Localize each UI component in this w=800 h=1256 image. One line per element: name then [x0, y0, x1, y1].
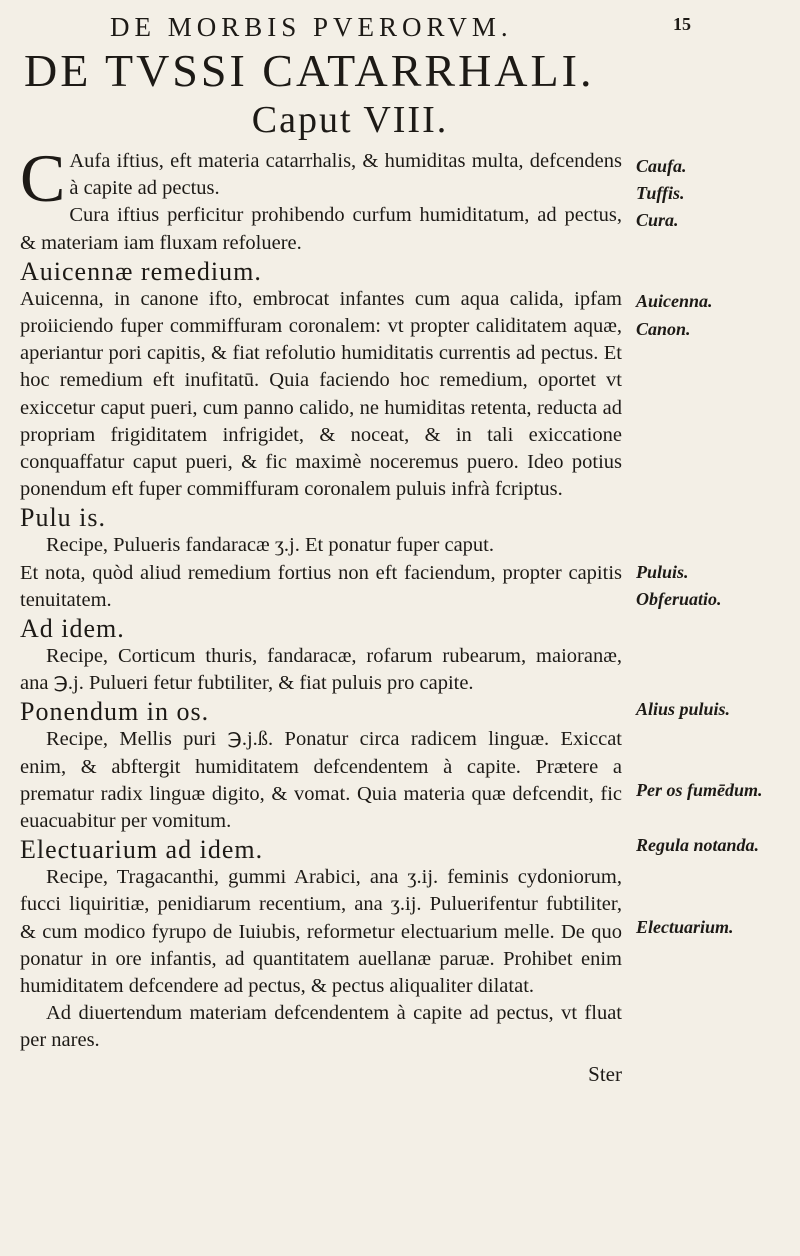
subheading-powder: Pulu is. [20, 503, 107, 533]
margin-note: Obferuatio. [636, 589, 722, 609]
paragraph-avicenna: Auicenna, in canone ifto, embrocat infantes cum aqua calida, ipfam proiiciendo fuper commiffuram coronalem: vt propter caliditatem aquæ, aperiantur pori capitis, & fiat refolutio humiditatis currentis ad pectus. Et hoc remedium eft inufitatū. Quia faciendo hoc remedium, oportet vt exiccetur caput pueri, cum panno calido, ne humiditas retenta, reducta ad propriam frigiditatem infrigidet, & noceat, & in tali exiccatione conquaffatur caput pueri, & fic maximè noceremus puero. Ideo potius ponendum eft fuper commiffuram coronalem puluis infrà fcriptus. [20, 287, 622, 501]
margin-note: Electuarium. [636, 917, 734, 937]
recipe-honey: Recipe, Mellis puri ℈.j.ß. Ponatur circa radicem linguæ. Exiccat enim, & abftergit humiditatem defcendentem à capite. Prætere a prematur radix linguæ digito, & vomat. Quia materia quæ defcendit, fic euacuabitur per vomitum. [20, 728, 622, 833]
recipe-other-powder: Recipe, Corticum thuris, fandaracæ, rofarum rubearum, maioranæ, ana ℈.j. Pulueri fetur fubtiliter, & fiat puluis pro capite. [20, 645, 622, 695]
paragraph-observation: Et nota, quòd aliud remedium fortius non eft faciendum, propter capitis tenuitatem. [20, 561, 622, 611]
paragraph-divert: Ad diuertendum materiam defcendentem à capite ad pectus, vt fluat per nares. [20, 1002, 622, 1052]
paragraph-cause: C Aufa iftius, eft materia catarrhalis, & humiditas multa, defcendens à capite ad pectus. [20, 140, 622, 216]
margin-note: Tuffis. [636, 183, 685, 203]
recipe-powder: Recipe, Pulueris fandaracæ ʒ.j. Et ponatur fuper caput. [46, 534, 494, 557]
main-text [20, 140, 622, 1088]
margin-note: Canon. [636, 319, 691, 339]
recipe-electuary: Recipe, Tragacanthi, gummi Arabici, ana ʒ.ij. feminis cydoniorum, fucci liquiritiæ, penidiarum recentium, ana ʒ.ij. Puluerifentur fubtiliter, & cum modico fyrupo de Iuiubis, reformetur electuarium melle. De quo ponatur in ore infantis, ad quantitatem auellanæ paruæ. Prohibet enim humiditatem defcendere ad pectus, & pectus aliqualiter dilatat. [20, 866, 622, 998]
margin-note: Per os fumēdum. [636, 780, 763, 800]
margin-note: Regula notanda. [636, 835, 760, 855]
folio-number: 15 [673, 14, 691, 34]
subheading-in-mouth: Ponendum in os. [20, 697, 210, 727]
running-head: DE MORBIS PVERORVM. [110, 12, 513, 42]
margin-note: Caufa. [636, 156, 687, 176]
paragraph-cure: Cura iftius perficitur prohibendo curfum humiditatum, ad pectus, & materiam iam fluxam refoluere. [20, 204, 622, 254]
chapter-number: Caput VIII. [251, 99, 449, 141]
subheading-ad-idem: Ad idem. [20, 614, 125, 644]
margin-note: Puluis. [636, 562, 689, 582]
subheading-avicenna: Auicennæ remedium. [20, 256, 262, 286]
catchword: Ster [588, 1061, 622, 1086]
drop-cap: C [20, 140, 66, 216]
subheading-electuary: Electuarium ad idem. [20, 835, 264, 865]
margin-note: Alius puluis. [636, 699, 731, 719]
margin-note: Cura. [636, 210, 679, 230]
margin-note: Auicenna. [636, 291, 713, 311]
chapter-title: DE TVSSI CATARRHALI. [24, 45, 595, 96]
